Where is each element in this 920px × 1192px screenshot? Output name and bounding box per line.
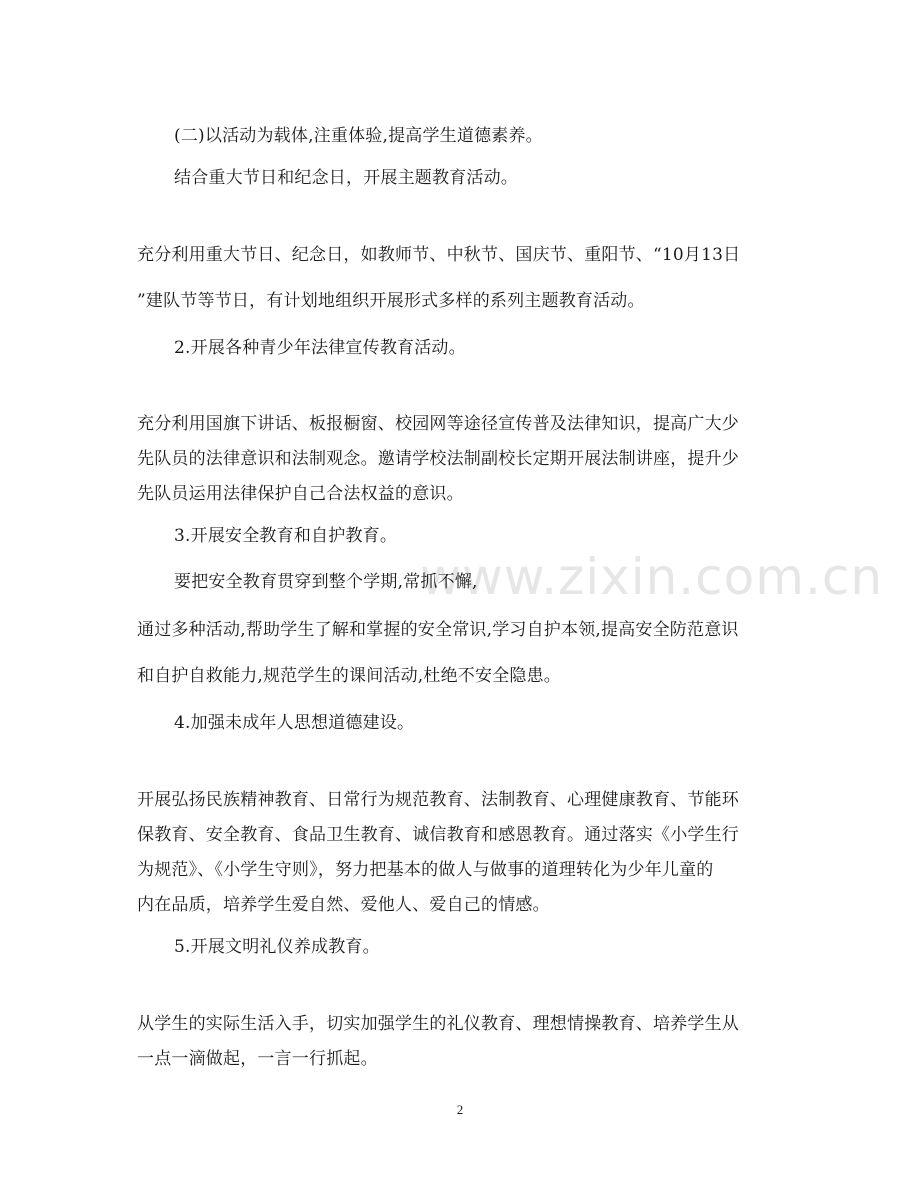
- paragraph-line: 结合重大节日和纪念日，开展主题教育活动。: [174, 168, 518, 188]
- paragraph-line: 充分利用国旗下讲话、板报橱窗、校园网等途径宣传普及法律知识，提高广大少: [137, 414, 739, 434]
- paragraph-line: 通过多种活动,帮助学生了解和掌握的安全常识,学习自护本领,提高安全防范意识: [137, 620, 739, 640]
- paragraph-line: 为规范》、《小学生守则》，努力把基本的做人与做事的道理转化为少年儿童的: [137, 860, 714, 880]
- item-heading: 5.开展文明礼仪养成教育。: [174, 937, 380, 957]
- paragraph-line: 开展弘扬民族精神教育、日常行为规范教育、法制教育、心理健康教育、节能环: [137, 790, 739, 810]
- paragraph-line: 一点一滴做起，一言一行抓起。: [137, 1049, 378, 1069]
- paragraph-line: 内在品质，培养学生爱自然、爱他人、爱自己的情感。: [137, 895, 550, 915]
- paragraph-line: 先队员运用法律保护自己合法权益的意识。: [137, 484, 464, 504]
- watermark: www.zixin.com.cn: [420, 548, 884, 606]
- item-heading: 2.开展各种青少年法律宣传教育活动。: [174, 338, 466, 358]
- section-heading: (二)以活动为载体,注重体验,提高学生道德素养。: [174, 126, 543, 146]
- item-heading: 3.开展安全教育和自护教育。: [174, 526, 398, 546]
- paragraph-line: 先队员的法律意识和法制观念。邀请学校法制副校长定期开展法制讲座，提升少: [137, 449, 739, 469]
- paragraph-line: 保教育、安全教育、食品卫生教育、诚信教育和感恩教育。通过落实《小学生行: [137, 825, 739, 845]
- paragraph-line: 和自护自救能力,规范学生的课间活动,杜绝不安全隐患。: [137, 666, 562, 686]
- page-number: 2: [456, 1102, 464, 1117]
- paragraph-line: 从学生的实际生活入手，切实加强学生的礼仪教育、理想情操教育、培养学生从: [137, 1014, 739, 1034]
- item-heading: 4.加强未成年人思想道德建设。: [174, 713, 415, 733]
- paragraph-line: ”建队节等节日，有计划地组织开展形式多样的系列主题教育活动。: [137, 291, 645, 311]
- paragraph-line: 充分利用重大节日、纪念日，如教师节、中秋节、国庆节、重阳节、“10月13日: [137, 245, 741, 265]
- paragraph-line: 要把安全教育贯穿到整个学期,常抓不懈,: [174, 572, 478, 592]
